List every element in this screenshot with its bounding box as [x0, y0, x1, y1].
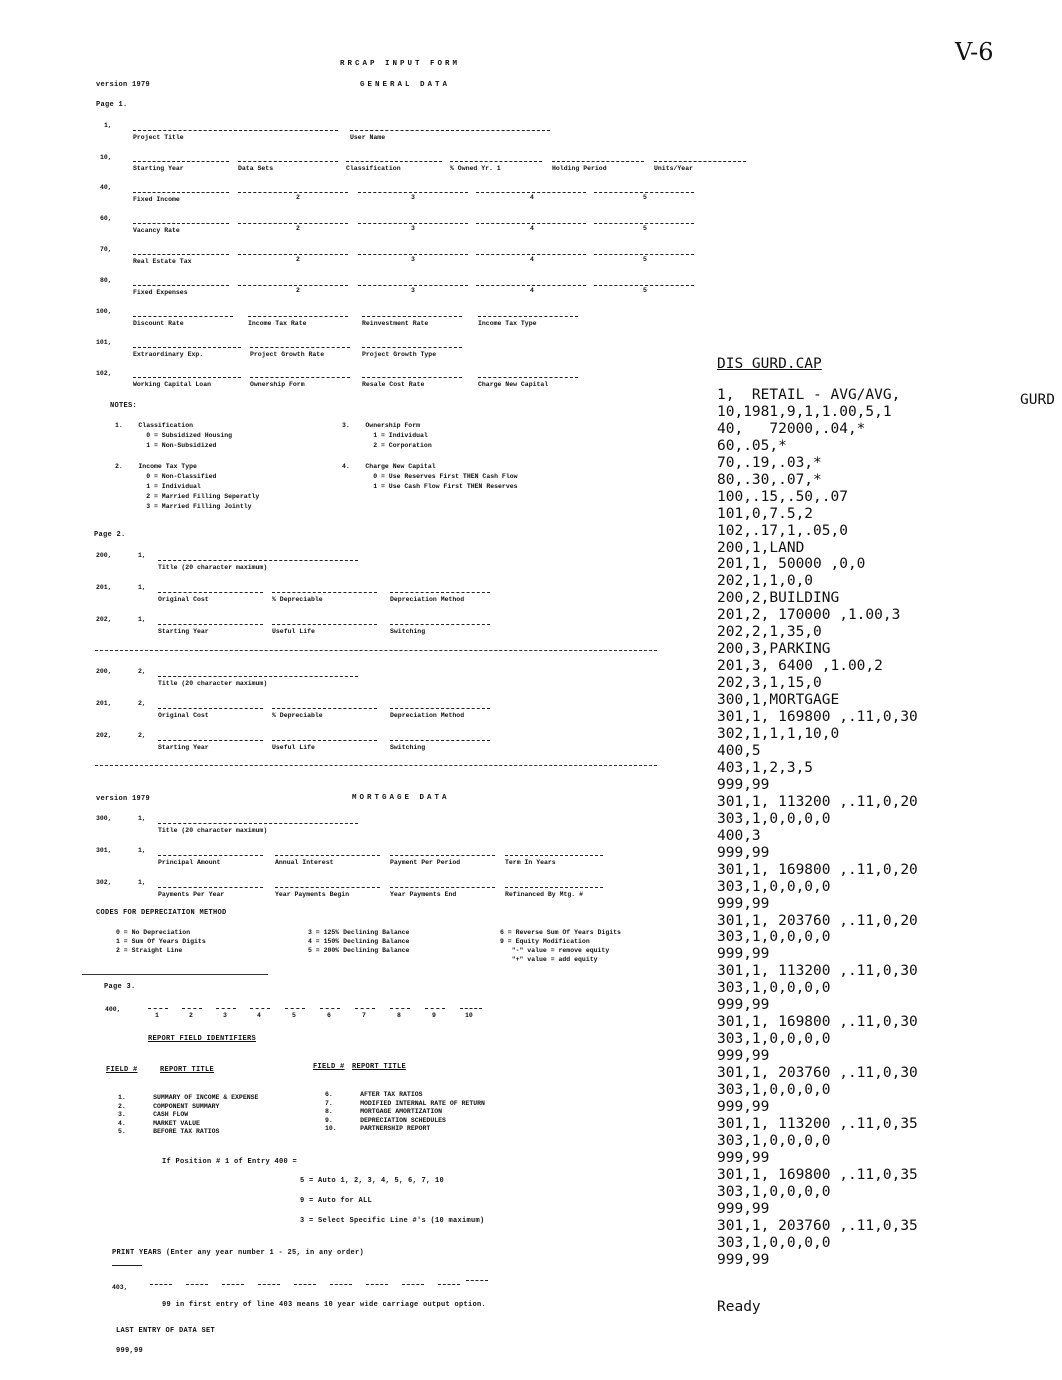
row-60-number: 60,: [100, 215, 112, 222]
expenses-col-2[interactable]: [238, 285, 348, 286]
listing-line: 70,.19,.03,*: [717, 454, 822, 471]
listing-line: 999,99: [717, 1200, 770, 1217]
section-divider: [82, 974, 268, 975]
component-2-original-cost-field[interactable]: Original Cost: [158, 708, 263, 719]
listing-line: 999,99: [717, 1149, 770, 1166]
slot[interactable]: [466, 1280, 488, 1281]
row-202-number: 202,: [96, 616, 112, 623]
slot-number: 6: [327, 1012, 331, 1019]
extraordinary-exp-field[interactable]: Extraordinary Exp.: [133, 347, 241, 358]
slot-number: 1: [155, 1012, 159, 1019]
vacancy-rate-field[interactable]: Vacancy Rate: [133, 223, 229, 234]
slot-number: 2: [189, 1012, 193, 1019]
starting-year-field[interactable]: Starting Year: [133, 161, 229, 172]
fixed-expenses-field[interactable]: Fixed Expenses: [133, 285, 229, 296]
component-1-depreciable-field[interactable]: % Depreciable: [272, 592, 377, 603]
col-number: 3: [411, 225, 415, 232]
component-2-switching-field[interactable]: Switching: [390, 740, 490, 751]
percent-owned-field[interactable]: % Owned Yr. 1: [450, 161, 542, 172]
fixed-income-field[interactable]: Fixed Income: [133, 192, 229, 203]
slot[interactable]: [222, 1284, 244, 1285]
print-years-underline: [112, 1265, 142, 1266]
version-label: version 1979: [96, 81, 151, 89]
col-number: 4: [530, 194, 534, 201]
ownership-form-field[interactable]: Ownership Form: [250, 377, 350, 388]
notes-label: NOTES:: [110, 402, 138, 410]
income-tax-type-field[interactable]: Income Tax Type: [478, 316, 578, 327]
slot[interactable]: [294, 1284, 316, 1285]
principal-amount-field[interactable]: Principal Amount: [158, 855, 263, 866]
listing-line: 301,1, 203760 ,.11,0,20: [717, 912, 918, 929]
listing-line: 10,1981,9,1,1.00,5,1: [717, 403, 892, 420]
tax-col-3[interactable]: [358, 254, 468, 255]
tax-col-5[interactable]: [594, 254, 694, 255]
listing-line: 200,3,PARKING: [717, 641, 831, 658]
report-title-header: REPORT TITLE: [160, 1066, 215, 1074]
row-index: 1,: [138, 879, 146, 886]
listing-line: 60,.05,*: [717, 437, 787, 454]
row-400-number: 400,: [105, 1006, 121, 1013]
slot-number: 9: [432, 1012, 436, 1019]
listing-line: 300,1,MORTGAGE: [717, 692, 840, 709]
note-ownership-form: 3. Ownership Form 1 = Individual 2 = Corporation: [342, 422, 432, 449]
expenses-col-3[interactable]: [358, 285, 468, 286]
slot[interactable]: [438, 1284, 460, 1285]
form-title: RRCAP INPUT FORM: [340, 60, 461, 68]
slot-8[interactable]: [390, 1008, 410, 1009]
slot-1[interactable]: [148, 1008, 168, 1009]
row-300-number: 300,: [96, 815, 112, 822]
col-number: 2: [296, 225, 300, 232]
listing-line: 100,.15,.50,.07: [717, 488, 848, 505]
listing-line: 80,.30,.07,*: [717, 471, 822, 488]
project-title-field[interactable]: Project Title: [133, 130, 338, 141]
mortgage-title-field[interactable]: Title (20 character maximum): [158, 823, 358, 834]
row-index: 2,: [138, 668, 146, 675]
row-302-number: 302,: [96, 879, 112, 886]
payments-per-year-field[interactable]: Payments Per Year: [158, 887, 263, 898]
listing-line: 999,99: [717, 1048, 770, 1065]
listing-line: 400,5: [717, 742, 761, 759]
listing-line: 303,1,0,0,0,0: [717, 1234, 831, 1251]
vacancy-col-5[interactable]: [594, 223, 694, 224]
classification-field[interactable]: Classification: [346, 161, 442, 172]
codes-group-c: 6 = Reverse Sum Of Years Digits 9 = Equity Modification "-" value = remove equity "+" value = add equity: [500, 929, 621, 963]
component-2-starting-year-field[interactable]: Starting Year: [158, 740, 263, 751]
listing-line: 303,1,0,0,0,0: [717, 810, 831, 827]
col-number: 5: [643, 287, 647, 294]
expenses-col-4[interactable]: [476, 285, 586, 286]
row-200-number: 200,: [96, 552, 112, 559]
tax-col-2[interactable]: [238, 254, 348, 255]
terminal-listing: [717, 356, 1062, 1315]
slot-3[interactable]: [216, 1008, 236, 1009]
field-number-header: FIELD #: [313, 1063, 345, 1071]
row-202-number: 202,: [96, 732, 112, 739]
col-number: 5: [643, 194, 647, 201]
listing-lines: [717, 387, 1062, 1269]
holding-period-field[interactable]: Holding Period: [552, 161, 644, 172]
vacancy-col-4[interactable]: [476, 223, 586, 224]
page2-label: Page 2.: [94, 531, 126, 539]
listing-line: 999,99: [717, 1251, 770, 1268]
row-index: 1,: [138, 616, 146, 623]
listing-line: 1, RETAIL - AVG/AVG,: [717, 386, 901, 403]
page-marker: V-6: [955, 38, 994, 66]
row-1-number: 1,: [104, 122, 112, 129]
listing-line: 200,1,LAND: [717, 539, 805, 556]
listing-line: 303,1,0,0,0,0: [717, 1082, 831, 1099]
slot-2[interactable]: [182, 1008, 202, 1009]
slot-5[interactable]: [285, 1008, 305, 1009]
vacancy-col-2[interactable]: [238, 223, 348, 224]
form-subtitle: GENERAL DATA: [360, 81, 451, 89]
payment-per-period-field[interactable]: Payment Per Period: [390, 855, 495, 866]
col-number: 2: [296, 194, 300, 201]
col-number: 2: [296, 256, 300, 263]
row-403-number: 403,: [112, 1284, 128, 1291]
charge-new-capital-field[interactable]: Charge New Capital: [478, 377, 578, 388]
year-payments-end-field[interactable]: Year Payments End: [390, 887, 495, 898]
row-80-number: 80,: [100, 277, 112, 284]
listing-line: 303,1,0,0,0,0: [717, 980, 831, 997]
listing-line: 202,3,1,15,0: [717, 675, 822, 692]
listing-line: 303,1,0,0,0,0: [717, 1183, 831, 1200]
section-divider: [95, 765, 657, 766]
income-tax-rate-field[interactable]: Income Tax Rate: [248, 316, 348, 327]
note-income-tax-type: 2. Income Tax Type 0 = Non-Classified 1 = Individual 2 = Married Filling Seperatly 3 = Married Filling Jointly: [115, 463, 260, 510]
row-100-number: 100,: [96, 308, 112, 315]
note-charge-new-capital: 4. Charge New Capital 0 = Use Reserves First THEN Cash Flow 1 = Use Cash Flow First THEN Reserves: [342, 463, 518, 490]
col-number: 2: [296, 287, 300, 294]
slot-number: 8: [397, 1012, 401, 1019]
listing-line: 999,99: [717, 776, 770, 793]
listing-line: 301,1, 169800 ,.11,0,30: [717, 1014, 918, 1031]
expenses-col-5[interactable]: [594, 285, 694, 286]
listing-line: 101,0,7.5,2: [717, 505, 814, 522]
listing-line: 201,2, 170000 ,1.00,3: [717, 607, 901, 624]
slot-4[interactable]: [250, 1008, 270, 1009]
real-estate-tax-field[interactable]: Real Estate Tax: [133, 254, 229, 265]
units-year-field[interactable]: Units/Year: [654, 161, 746, 172]
row-200-number: 200,: [96, 668, 112, 675]
row-101-number: 101,: [96, 339, 112, 346]
listing-line: 200,2,BUILDING: [717, 590, 840, 607]
listing-line: 999,99: [717, 895, 770, 912]
last-entry-value: 999,99: [116, 1347, 144, 1355]
field-number-header: FIELD #: [106, 1066, 138, 1074]
slot-number: 10: [465, 1012, 473, 1019]
report-list-left: 1. SUMMARY OF INCOME & EXPENSE 2. COMPONENT SUMMARY 3. CASH FLOW 4. MARKET VALUE 5. BEFORE TAX RATIOS: [118, 1094, 259, 1135]
component-2-depreciation-method-field[interactable]: Depreciation Method: [390, 708, 490, 719]
component-1-useful-life-field[interactable]: Useful Life: [272, 624, 377, 635]
slot[interactable]: [258, 1284, 280, 1285]
row-10-number: 10,: [100, 154, 112, 161]
listing-line: 301,1, 113200 ,.11,0,35: [717, 1115, 918, 1132]
option-3-text: 3 = Select Specific Line #'s (10 maximum): [300, 1217, 485, 1225]
project-growth-type-field[interactable]: Project Growth Type: [362, 347, 462, 358]
mortgage-section-title: MORTGAGE DATA: [352, 794, 450, 802]
fixed-income-col-2[interactable]: [238, 192, 348, 193]
tax-col-4[interactable]: [476, 254, 586, 255]
col-number: 4: [530, 287, 534, 294]
row-40-number: 40,: [100, 184, 112, 191]
slot[interactable]: [330, 1284, 352, 1285]
slot-number: 4: [257, 1012, 261, 1019]
component-2-useful-life-field[interactable]: Useful Life: [272, 740, 377, 751]
col-number: 3: [411, 256, 415, 263]
codes-title: CODES FOR DEPRECIATION METHOD: [96, 909, 227, 917]
listing-line: 303,1,0,0,0,0: [717, 1031, 831, 1048]
listing-line: 999,99: [717, 997, 770, 1014]
listing-line: 403,1,2,3,5: [717, 759, 814, 776]
codes-group-a: 0 = No Depreciation 1 = Sum Of Years Digits 2 = Straight Line: [116, 929, 206, 954]
listing-line: 301,1, 169800 ,.11,0,30: [717, 709, 918, 726]
note-classification: 1. Classification 0 = Subsidized Housing 1 = Non-Subsidized: [115, 422, 233, 449]
project-growth-rate-field[interactable]: Project Growth Rate: [250, 347, 350, 358]
row-201-number: 201,: [96, 700, 112, 707]
discount-rate-field[interactable]: Discount Rate: [133, 316, 233, 327]
report-list-right: 6. AFTER TAX RATIOS 7. MODIFIED INTERNAL RATE OF RETURN 8. MORTGAGE AMORTIZATION 9. DEPRECIATION SCHEDULES 10. PARTNERSHIP REPORT: [325, 1091, 485, 1132]
listing-line: 301,1, 203760 ,.11,0,30: [717, 1065, 918, 1082]
row-102-number: 102,: [96, 370, 112, 377]
row-301-number: 301,: [96, 847, 112, 854]
fixed-income-col-3[interactable]: [358, 192, 468, 193]
row-index: 1,: [138, 584, 146, 591]
version-label-2: version 1979: [96, 795, 151, 803]
year-payments-begin-field[interactable]: Year Payments Begin: [275, 887, 380, 898]
report-title-header: REPORT TITLE: [352, 1063, 407, 1071]
slot[interactable]: [150, 1284, 172, 1285]
component-1-original-cost-field[interactable]: Original Cost: [158, 592, 263, 603]
row-201-number: 201,: [96, 584, 112, 591]
line-403-note: 99 in first entry of line 403 means 10 year wide carriage output option.: [162, 1301, 487, 1309]
listing-line: 303,1,0,0,0,0: [717, 1132, 831, 1149]
codes-group-b: 3 = 125% Declining Balance 4 = 150% Declining Balance 5 = 200% Declining Balance: [308, 929, 410, 954]
slot-9[interactable]: [425, 1008, 445, 1009]
listing-line: 400,3: [717, 827, 761, 844]
slot[interactable]: [402, 1284, 424, 1285]
listing-line: 999,99: [717, 844, 770, 861]
listing-line: 201,3, 6400 ,1.00,2: [717, 658, 883, 675]
component-1-title-field[interactable]: Title (20 character maximum): [158, 560, 358, 571]
last-entry-label: LAST ENTRY OF DATA SET: [116, 1327, 216, 1335]
col-number: 4: [530, 256, 534, 263]
col-number: 5: [643, 256, 647, 263]
vacancy-col-3[interactable]: [358, 223, 468, 224]
component-1-depreciation-method-field[interactable]: Depreciation Method: [390, 592, 490, 603]
annual-interest-field[interactable]: Annual Interest: [275, 855, 380, 866]
listing-right-word: GURD: [1020, 392, 1055, 408]
print-years-text: PRINT YEARS (Enter any year number 1 - 25, in any order): [112, 1249, 365, 1257]
listing-line: 301,1, 169800 ,.11,0,35: [717, 1166, 918, 1183]
component-1-switching-field[interactable]: Switching: [390, 624, 490, 635]
listing-line: 40, 72000,.04,*: [717, 420, 866, 437]
refinanced-by-mtg-field[interactable]: Refinanced By Mtg. #: [505, 887, 603, 898]
data-sets-field[interactable]: Data Sets: [238, 161, 338, 172]
report-field-identifiers-title: REPORT FIELD IDENTIFIERS: [148, 1035, 257, 1043]
listing-line: 301,1, 113200 ,.11,0,20: [717, 793, 918, 810]
page3-label: Page 3.: [104, 983, 136, 991]
slot-10[interactable]: [460, 1008, 482, 1009]
listing-line: 102,.17,1,.05,0: [717, 522, 848, 539]
option-9-text: 9 = Auto for ALL: [300, 1197, 373, 1205]
page1-label: Page 1.: [96, 101, 128, 109]
component-1-starting-year-field[interactable]: Starting Year: [158, 624, 263, 635]
listing-line: 301,1, 113200 ,.11,0,30: [717, 963, 918, 980]
slot-number: 5: [292, 1012, 296, 1019]
resale-cost-rate-field[interactable]: Resale Cost Rate: [362, 377, 462, 388]
slot-7[interactable]: [355, 1008, 375, 1009]
col-number: 3: [411, 287, 415, 294]
listing-line: 999,99: [717, 946, 770, 963]
listing-line: 303,1,0,0,0,0: [717, 878, 831, 895]
slot[interactable]: [186, 1284, 208, 1285]
slot-6[interactable]: [320, 1008, 340, 1009]
slot-number: 3: [223, 1012, 227, 1019]
component-2-title-field[interactable]: Title (20 character maximum): [158, 676, 358, 687]
row-70-number: 70,: [100, 246, 112, 253]
row-index: 2,: [138, 732, 146, 739]
listing-line: 302,1,1,1,10,0: [717, 726, 840, 743]
status-text: Ready: [717, 1298, 761, 1315]
listing-line: 303,1,0,0,0,0: [717, 929, 831, 946]
listing-line: 301,1, 203760 ,.11,0,35: [717, 1217, 918, 1234]
section-divider: [95, 650, 657, 651]
if-position-text: If Position # 1 of Entry 400 =: [162, 1158, 298, 1166]
listing-line: 999,99: [717, 1098, 770, 1115]
option-5-text: 5 = Auto 1, 2, 3, 4, 5, 6, 7, 10: [300, 1177, 445, 1185]
col-number: 5: [643, 225, 647, 232]
slot[interactable]: [366, 1284, 388, 1285]
user-name-field[interactable]: User Name: [350, 130, 550, 141]
reinvestment-rate-field[interactable]: Reinvestment Rate: [362, 316, 462, 327]
working-capital-loan-field[interactable]: Working Capital Loan: [133, 377, 241, 388]
listing-line: 301,1, 169800 ,.11,0,20: [717, 861, 918, 878]
row-index: 1,: [138, 847, 146, 854]
term-in-years-field[interactable]: Term In Years: [505, 855, 603, 866]
slot-number: 7: [362, 1012, 366, 1019]
listing-line: 201,1, 50000 ,0,0: [717, 556, 866, 573]
fixed-income-col-4[interactable]: [476, 192, 586, 193]
row-index: 1,: [138, 552, 146, 559]
listing-command: DIS GURD.CAP: [717, 356, 822, 372]
listing-line: 202,2,1,35,0: [717, 624, 822, 641]
row-index: 1,: [138, 815, 146, 822]
listing-line: 202,1,1,0,0: [717, 573, 814, 590]
component-2-depreciable-field[interactable]: % Depreciable: [272, 708, 377, 719]
col-number: 3: [411, 194, 415, 201]
col-number: 4: [530, 225, 534, 232]
fixed-income-col-5[interactable]: [594, 192, 694, 193]
row-index: 2,: [138, 700, 146, 707]
